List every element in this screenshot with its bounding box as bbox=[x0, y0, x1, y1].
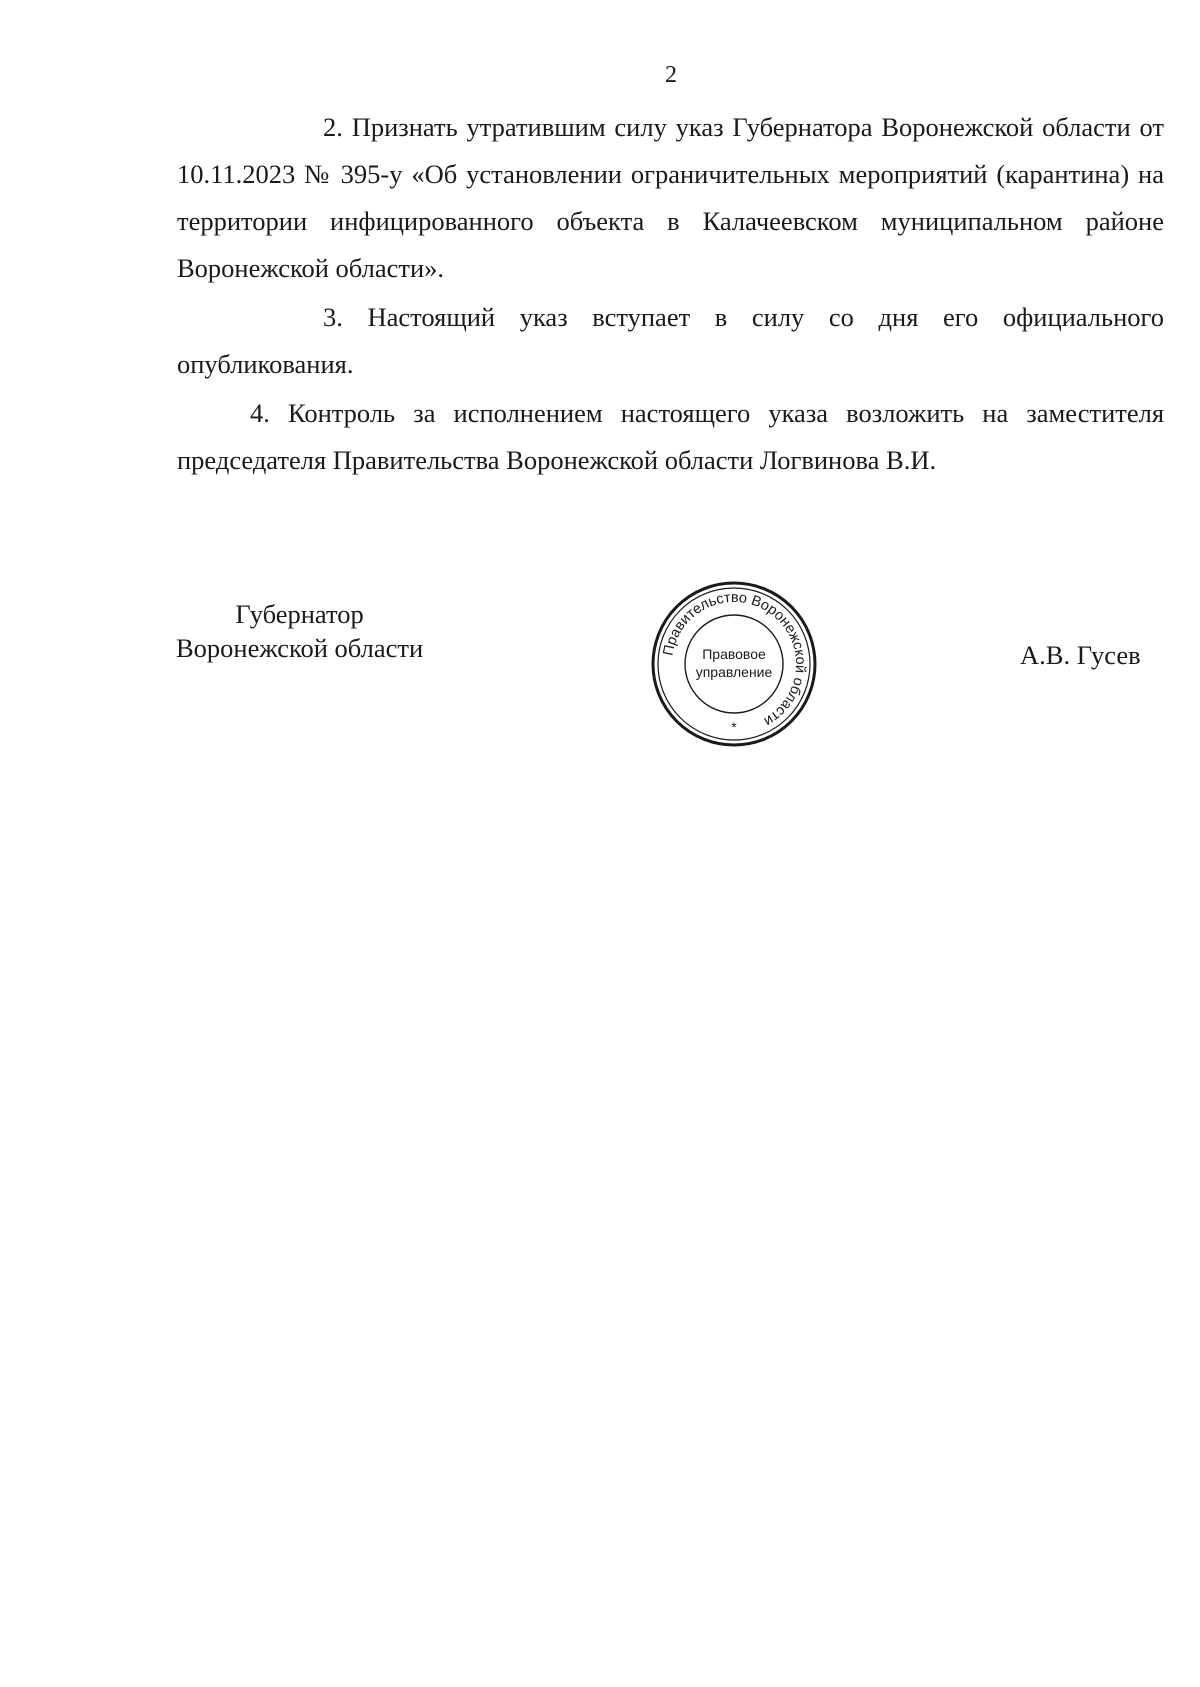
paragraph-text: Контроль за исполнением настоящего указа возложить на заместителя председателя Правительства Воронежской области Логвинова В.И. bbox=[177, 398, 1165, 475]
official-stamp bbox=[649, 579, 819, 749]
paragraph-text: Признать утратившим силу указ Губернатора Воронежской области от 10.11.2023 № 395-у «Об установлении ограничительных мероприятий (карантина) на территории инфицированного объекта в Калачеевском муниципальном районе Воронежской области». bbox=[177, 112, 1164, 283]
stamp-icon bbox=[649, 579, 819, 749]
paragraph-number: 3. bbox=[323, 302, 343, 332]
signatory-name: А.В. Гусев bbox=[1020, 640, 1141, 670]
stamp-center-line2: управление bbox=[695, 664, 773, 680]
signatory-title-line2: Воронежской области bbox=[176, 633, 424, 663]
paragraph-4 bbox=[177, 390, 1164, 484]
paragraph-2 bbox=[177, 104, 1164, 292]
paragraph-text: Настоящий указ вступает в силу со дня его официального опубликования. bbox=[177, 302, 1165, 379]
paragraph-number: 4. bbox=[250, 398, 270, 428]
paragraph-number: 2. bbox=[323, 112, 343, 142]
paragraph-3 bbox=[177, 294, 1164, 388]
document-body bbox=[177, 104, 1164, 486]
stamp-ring-text: Правительство Воронежской области bbox=[660, 589, 809, 730]
signatory-title-line1: Губернатор bbox=[235, 599, 364, 629]
signatory-title bbox=[176, 597, 423, 665]
stamp-center-line1: Правовое bbox=[702, 646, 766, 662]
stamp-star: * bbox=[731, 719, 737, 735]
page-number: 2 bbox=[665, 62, 677, 88]
